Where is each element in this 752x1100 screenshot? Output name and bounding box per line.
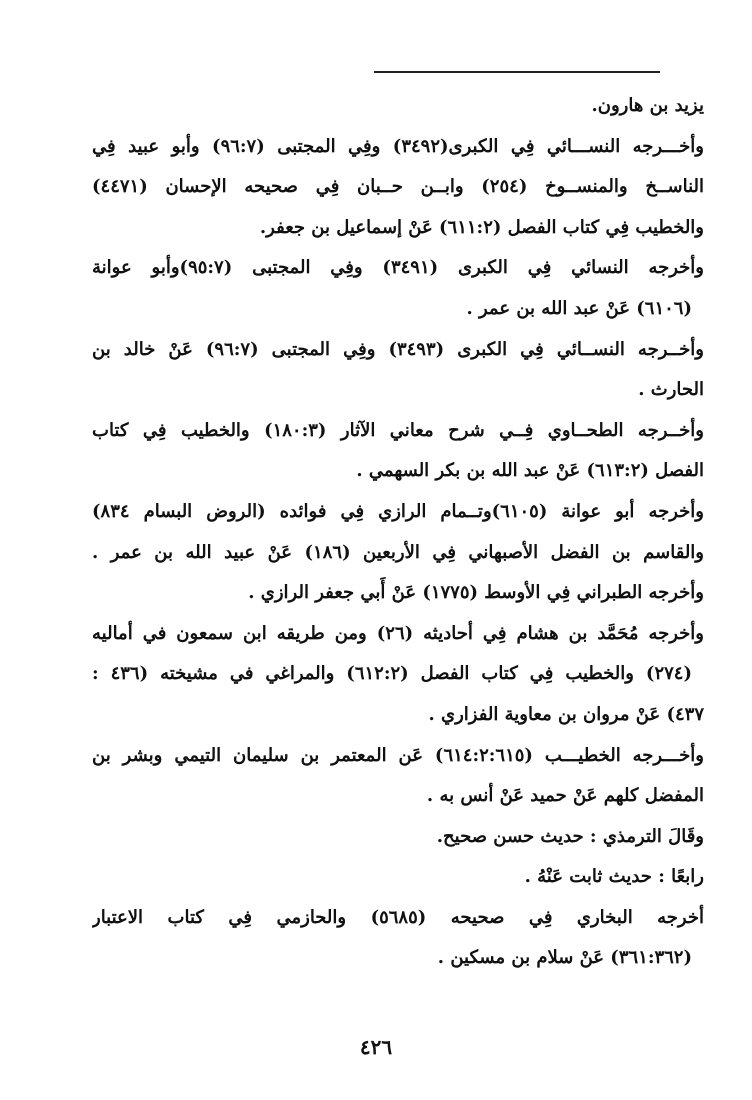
text-line-17: وأخـــرجه الخطيـــب (٦١٤:٢:٦١٥) عَن المعتمر بن سليمان التيمي وبشر بن <box>92 744 704 766</box>
text-line-19: وقَالَ الترمذي : حديث حسن صحيح. <box>436 825 704 847</box>
text-line-1: يزيد بن هارون. <box>591 95 704 116</box>
text-line-5: وأخرجه النسائي فِي الكبرى (٣٤٩١) وفِي المجتبى (٩٥:٧)وأبو عوانة <box>92 257 704 279</box>
text-line-21: أخرجه البخاري فِي صحيحه (٥٦٨٥) والحازمي فِي كتاب الاعتبار <box>92 906 704 928</box>
text-line-9: وأخــرجه الطحــاوي فِــي شرح معاني الآثار (١٨٠:٣) والخطيب فِي كتاب <box>92 419 704 441</box>
text-line-13: وأخرجه الطبراني فِي الأوسط (١٧٧٥) عَنْ أَبي جعفر الرازي . <box>248 582 704 604</box>
text-line-10: الفصل (٦١٣:٢) عَنْ عبد الله بن بكر السهمي . <box>356 460 704 482</box>
text-line-14: وأخرجه مُحَمَّد بن هشام فِي أحاديثه (٢٦) ومن طريقه ابن سمعون في أماليه <box>92 622 704 644</box>
footnote-separator-rule <box>374 71 660 73</box>
text-line-2: وأخـــرجه النســـائي فِي الكبرى(٣٤٩٢) وفِي المجتبى (٩٦:٧) وأبو عبيد فِي <box>92 135 704 157</box>
text-line-11: وأخرجه أبو عوانة (٦١٠٥)وتــمام الرازي فِي فوائده (الروض البسام ٨٣٤) <box>92 500 704 522</box>
text-line-12: والقاسم بن الفضل الأصبهاني فِي الأربعين (١٨٦) عَنْ عبيد الله بن عمر . <box>92 541 704 563</box>
text-line-8: الحارث . <box>638 379 704 401</box>
text-line-4: والخطيب فِي كتاب الفصل (٦١١:٢) عَنْ إسماعيل بن جعفر. <box>259 216 704 238</box>
text-line-16: ٤٣٧) عَنْ مروان بن معاوية الفزاري . <box>428 703 704 725</box>
text-line-18: المفضل كلهم عَنْ حميد عَنْ أنس به . <box>426 785 704 807</box>
page-body-text <box>92 86 704 979</box>
page-number: ٤٢٦ <box>359 1035 393 1059</box>
text-line-20: رابعًا : حديث ثابت عَنْهُ . <box>524 866 704 888</box>
text-line-22: (٣٦١:٣٦٢) عَنْ سلام بن مسكين . <box>437 947 692 969</box>
text-line-6: (٦١٠٦) عَنْ عبد الله بن عمر . <box>466 297 692 319</box>
text-line-3: الناســخ والمنســوخ (٢٥٤) وابــن حــبان فِي صحيحه الإحسان (٤٤٧١) <box>92 176 704 198</box>
text-line-7: وأخــرجه النســائي فِي الكبرى (٣٤٩٣) وفِي المجتبى (٩٦:٧) عَنْ خالد بن <box>92 338 704 360</box>
text-line-15: (٢٧٤) والخطيب فِي كتاب الفصل (٦١٢:٢) والمراغي في مشيخته (٤٣٦ : <box>92 663 692 685</box>
